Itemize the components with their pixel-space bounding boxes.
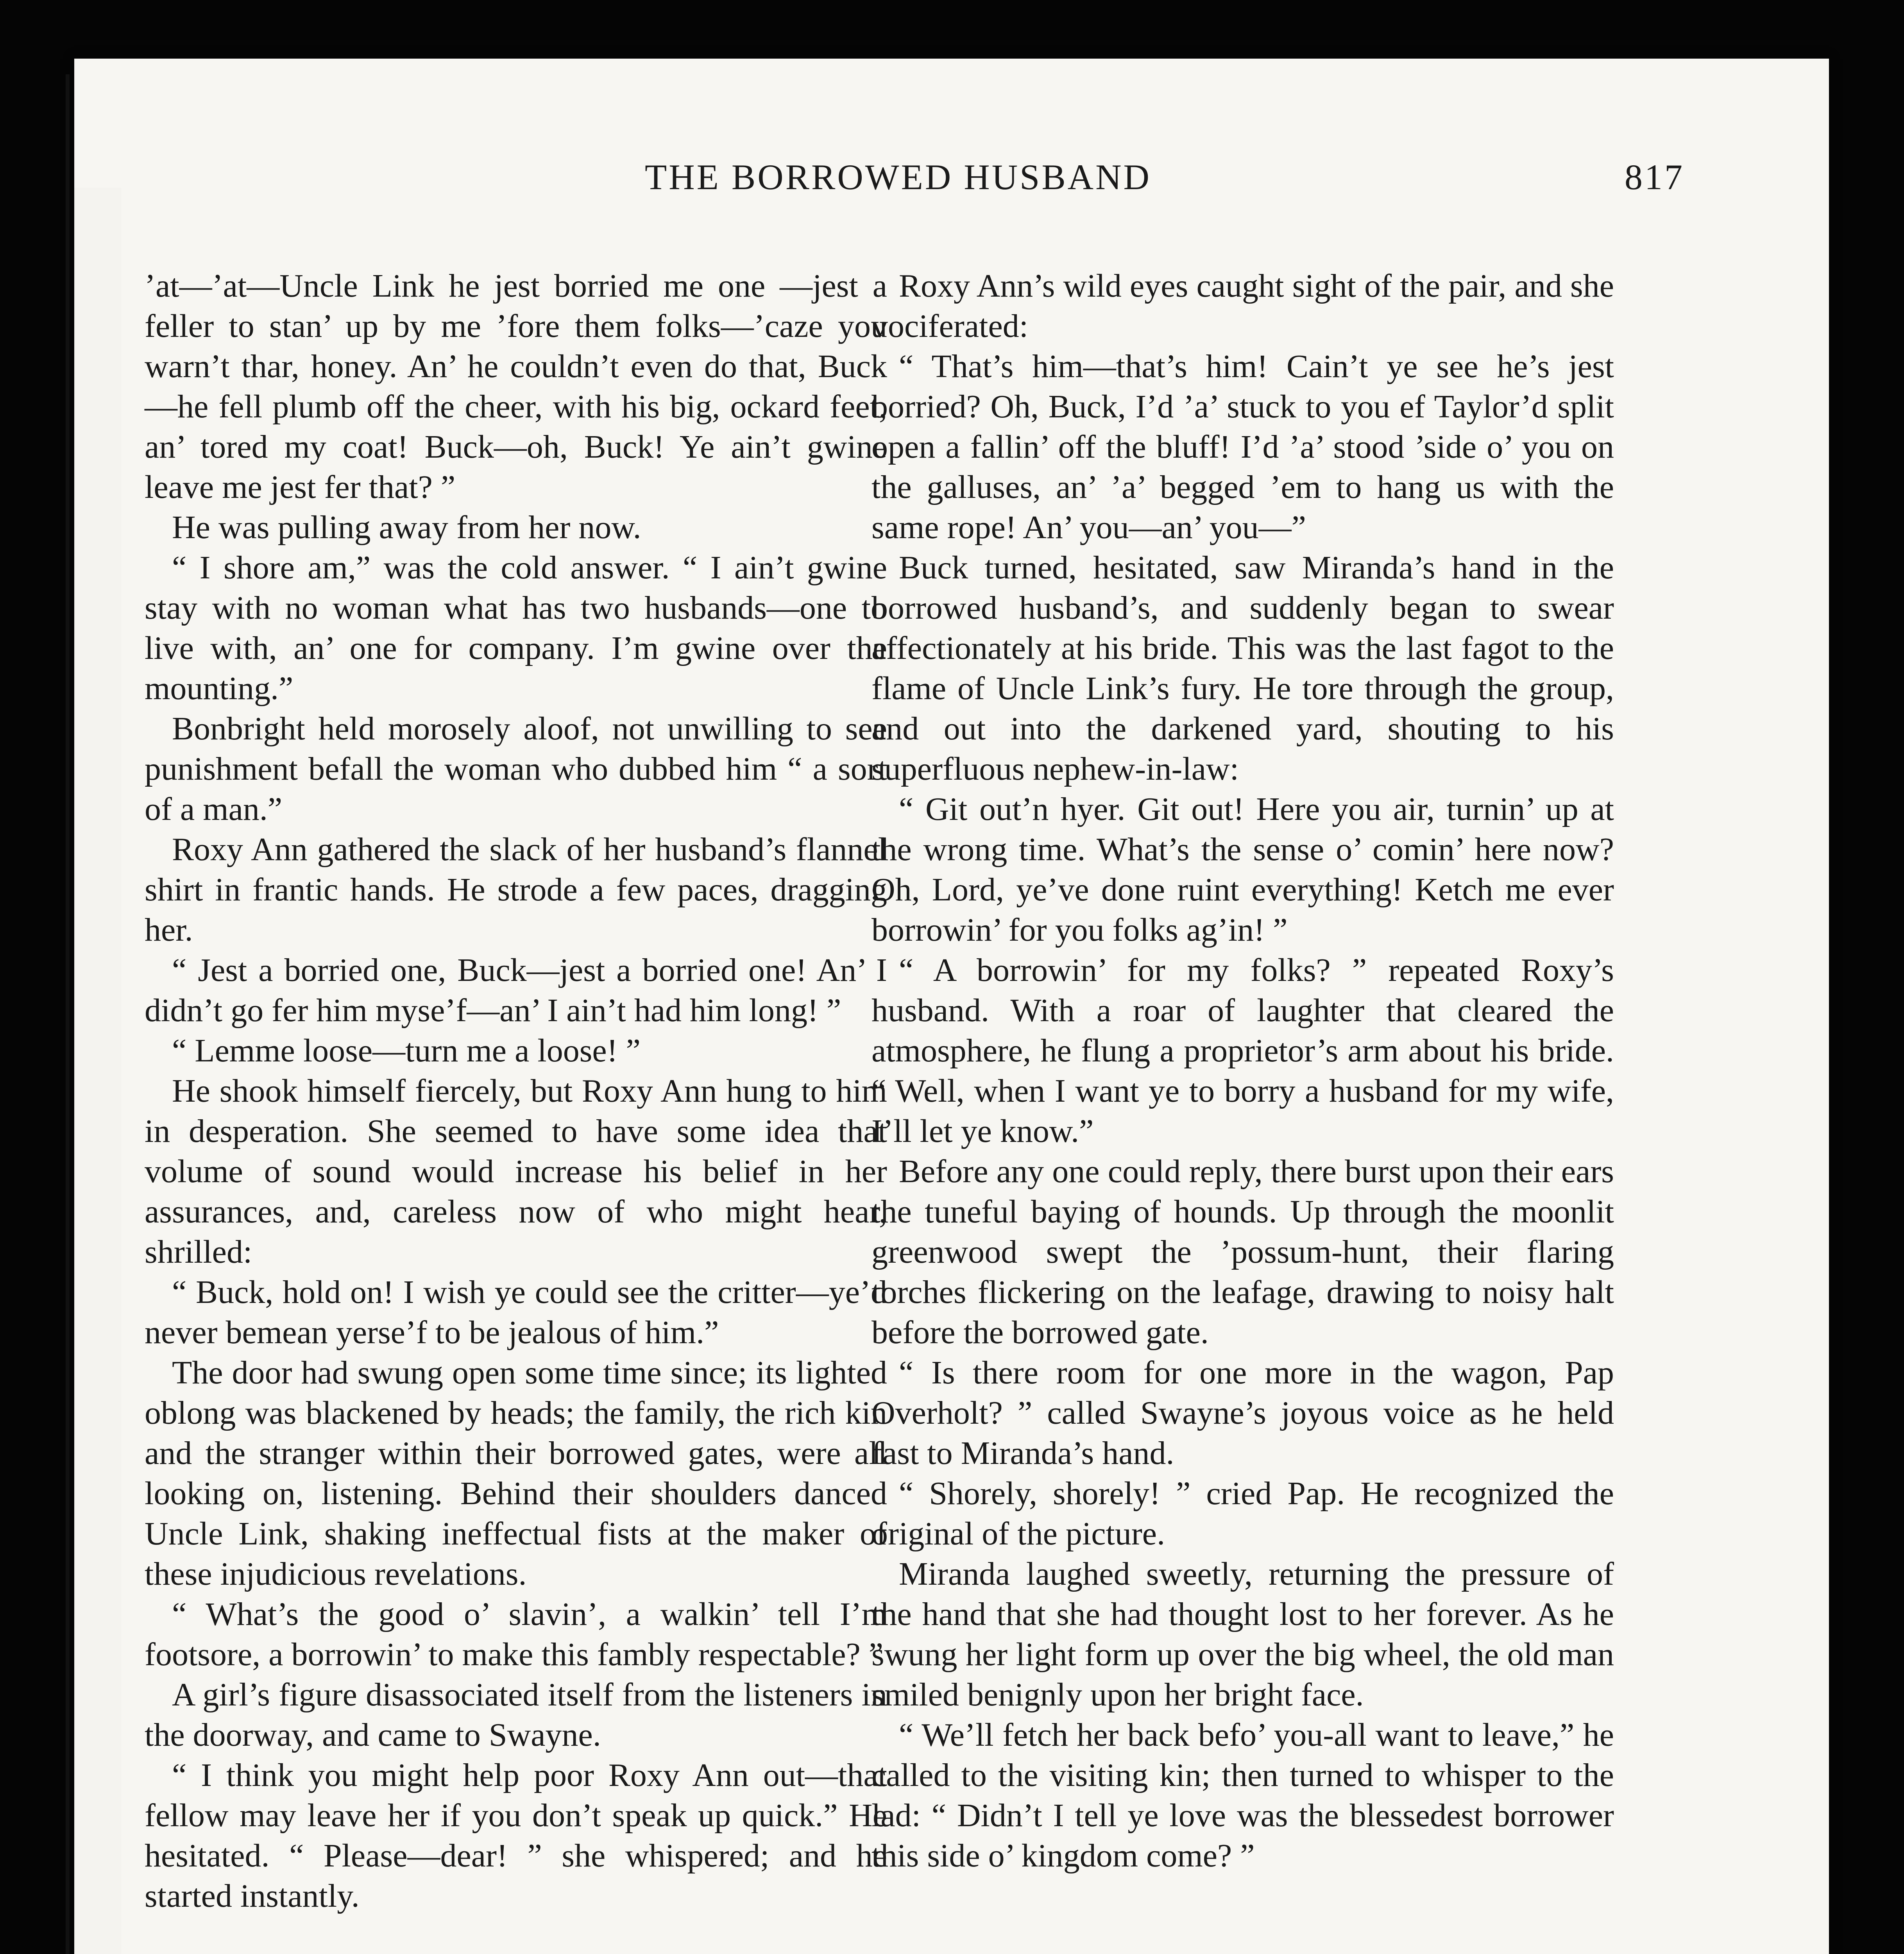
paragraph: A girl’s figure disassociated itself from the listeners in the doorway, and came to Swayne. xyxy=(145,1677,887,1753)
paragraph: “ Is there room for one more in the wagon, Pap Overholt? ” called Swayne’s joyous voice as he held fast to Miranda’s hand. xyxy=(871,1355,1614,1471)
paragraph: “ A borrowin’ for my folks? ” repeated Roxy’s husband. With a roar of laughter that cleared the atmosphere, he flung a proprietor’s arm about his bride. “ Well, when I want ye to borry a husband for my wife, I’ll let ye know.” xyxy=(871,952,1614,1149)
running-title: THE BORROWED HUSBAND xyxy=(645,157,1151,197)
paragraph: “ Lemme loose—turn me a loose! ” xyxy=(172,1032,641,1069)
paragraph: “ We’ll fetch her back befo’ you-all want to leave,” he called to the visiting kin; then turned to whisper to the lad: “ Didn’t I tell ye love was the blessedest borrower this side o’ kingdom come? ” xyxy=(871,1717,1614,1874)
paragraph: Roxy Ann gathered the slack of her husband’s flannel shirt in frantic hands. He strode a few paces, dragging her. xyxy=(145,831,887,948)
paragraph: “ Git out’n hyer. Git out! Here you air, turnin’ up at the wrong time. What’s the sense o’ comin’ here now? Oh, Lord, ye’ve done ruint everything! Ketch me ever borrowin’ for you folks ag’in! ” xyxy=(871,791,1614,948)
right-column xyxy=(871,266,1614,1876)
paragraph: “ Jest a borried one, Buck—jest a borried one! An’ I didn’t go fer him myse’f—an’ I ain’t had him long! ” xyxy=(145,952,887,1029)
paragraph: Before any one could reply, there burst upon their ears the tuneful baying of hounds. Up through the moonlit greenwood swept the ’possum-hunt, their flaring torches flickering on the leafage, drawing to noisy halt before the borrowed gate. xyxy=(871,1153,1614,1351)
previous-page-edge xyxy=(74,188,121,1954)
left-column xyxy=(145,266,887,1916)
paragraph: Miranda laughed sweetly, returning the pressure of the hand that she had thought lost to her forever. As he swung her light form up over the big wheel, the old man smiled benignly upon her bright face. xyxy=(871,1556,1614,1713)
page-gutter-line xyxy=(66,74,70,1954)
paragraph: The door had swung open some time since; its lighted oblong was blackened by heads; the family, the rich kin and the stranger within their borrowed gates, were all looking on, listening. Behind their shoulders danced Uncle Link, shaking ineffectual fists at the maker of these injudicious revelations. xyxy=(145,1355,887,1592)
paragraph: “ I think you might help poor Roxy Ann out—that fellow may leave her if you don’t speak up quick.” He hesitated. “ Please—dear! ” she whispered; and he started instantly. xyxy=(145,1757,887,1914)
running-header xyxy=(489,156,1684,207)
paragraph: “ Shorely, shorely! ” cried Pap. He recognized the original of the picture. xyxy=(871,1475,1614,1552)
paragraph: “ I shore am,” was the cold answer. “ I ain’t gwine stay with no woman what has two husbands—one to live with, an’ one for company. I’m gwine over the mounting.” xyxy=(145,549,887,707)
paragraph: Buck turned, hesitated, saw Miranda’s hand in the borrowed husband’s, and suddenly began to swear affectionately at his bride. This was the last fagot to the flame of Uncle Link’s fury. He tore through the group, and out into the darkened yard, shouting to his superfluous nephew-in-law: xyxy=(871,549,1614,787)
paragraph: He was pulling away from her now. xyxy=(172,509,641,546)
paragraph: “ That’s him—that’s him! Cain’t ye see he’s jest borried? Oh, Buck, I’d ’a’ stuck to you ef Taylor’d split open a fallin’ off the bluff! I’d ’a’ stood ’side o’ you on the galluses, an’ ’a’ begged ’em to hang us with the same rope! An’ you—an’ you—” xyxy=(871,348,1614,546)
paragraph: ’at—’at—Uncle Link he jest borried me one —jest a feller to stan’ up by me ’fore them folks—’caze you warn’t thar, honey. An’ he couldn’t even do that, Buck—he fell plumb off the cheer, with his big, ockard feet, an’ tored my coat! Buck—oh, Buck! Ye ain’t gwine leave me jest fer that? ” xyxy=(145,268,887,505)
paragraph: “ What’s the good o’ slavin’, a walkin’ tell I’m footsore, a borrowin’ to make this fambly respectable? ” xyxy=(145,1596,887,1673)
paragraph: “ Buck, hold on! I wish ye could see the critter—ye’d never bemean yerse’f to be jealous of him.” xyxy=(145,1274,887,1351)
paragraph: He shook himself fiercely, but Roxy Ann hung to him in desperation. She seemed to have some idea that volume of sound would increase his belief in her assurances, and, careless now of who might hear, shrilled: xyxy=(145,1073,887,1270)
paragraph: Bonbright held morosely aloof, not unwilling to see punishment befall the woman who dubbed him “ a sort of a man.” xyxy=(145,710,887,827)
page-number: 817 xyxy=(1625,157,1684,197)
paragraph: Roxy Ann’s wild eyes caught sight of the pair, and she vociferated: xyxy=(871,268,1614,344)
